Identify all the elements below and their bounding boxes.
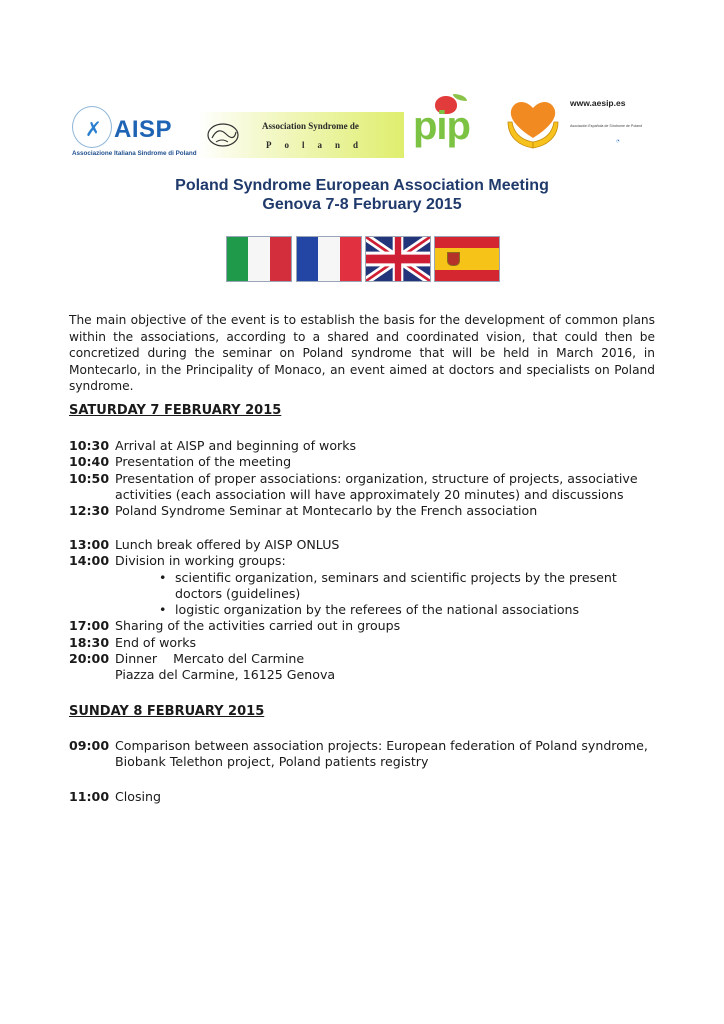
working-group-text: scientific organization, seminars and scientific projects by the present doctors (guidelines): [175, 569, 617, 601]
aesip-url: www.aesip.es: [570, 98, 626, 108]
schedule-desc: Dinner Mercato del Carmine: [115, 651, 305, 667]
heading-line-1: Poland Syndrome European Association Meeting: [175, 177, 549, 194]
saturday-afternoon-schedule: [69, 537, 659, 684]
schedule-desc: Poland Syndrome Seminar at Montecarlo by the French association: [115, 503, 538, 519]
schedule-time: 10:50: [69, 470, 110, 486]
aesip-subtitle: Asociación Española de Síndrome de Poland: [570, 124, 643, 128]
asp-poland: Poland: [266, 140, 372, 150]
saturday-title: SATURDAY 7 FEBRUARY 2015: [69, 403, 282, 418]
schedule-time: 20:00: [69, 651, 110, 667]
schedule-item: [69, 618, 659, 634]
schedule-desc: Sharing of the activities carried out in groups: [115, 618, 401, 634]
sunday-closing-schedule: [69, 789, 659, 805]
schedule-item: [69, 553, 659, 618]
schedule-item: [69, 503, 659, 519]
sunday-title: SUNDAY 8 FEBRUARY 2015: [69, 704, 265, 719]
heading-line-2: Genova 7-8 February 2015: [262, 196, 462, 213]
schedule-time: 12:30: [69, 503, 110, 519]
schedule-item: [69, 454, 659, 470]
spain-flag-icon: [434, 236, 500, 282]
pip-wordmark: pip: [413, 104, 470, 148]
schedule-item: [69, 635, 659, 651]
schedule-desc: Presentation of proper associations: organization, structure of projects, associative activities (each association will have approximately 20 minutes) and discussions: [115, 470, 638, 502]
schedule-time: 11:00: [69, 789, 110, 804]
logo-strip: [70, 92, 650, 158]
schedule-item: [69, 537, 659, 553]
schedule-time: 18:30: [69, 634, 110, 650]
schedule-time: 14:00: [69, 553, 110, 569]
schedule-desc: Presentation of the meeting: [115, 454, 292, 470]
small-emblem-icon: ◔: [616, 138, 620, 143]
schedule-desc: Division in working groups:: [115, 553, 286, 569]
association-syndrome-logo: [198, 112, 404, 158]
uk-flag-icon: [365, 236, 431, 282]
schedule-item: [69, 651, 659, 684]
schedule-item: [69, 438, 659, 454]
schedule-time: 17:00: [69, 618, 110, 634]
asp-title: Association Syndrome de: [262, 121, 359, 131]
schedule-time: 10:30: [69, 438, 110, 453]
working-group-text: logistic organization by the referees of the national associations: [175, 602, 580, 618]
pip-logo: [413, 96, 487, 156]
france-flag-icon: [296, 236, 362, 282]
bullet-icon: •: [159, 569, 167, 585]
meeting-heading: [0, 176, 724, 214]
list-item: [159, 602, 659, 618]
hand-swirl-icon: [206, 120, 240, 150]
schedule-item: [69, 471, 659, 504]
aisp-seal: [72, 106, 112, 148]
schedule-desc: Comparison between association projects: European federation of Poland syndrome, Biobank Telethon project, Poland patients registry: [115, 738, 648, 770]
schedule-time: 09:00: [69, 738, 110, 753]
schedule-desc: Arrival at AISP and beginning of works: [115, 438, 357, 453]
saturday-morning-schedule: [69, 438, 659, 519]
list-item: [159, 570, 659, 603]
schedule-time: 13:00: [69, 537, 110, 552]
intro-paragraph: The main objective of the event is to establish the basis for the development of common plans within the associations, according to a shared and coordinated vision, that could then be concretized during the seminar on Poland syndrome that will be held in March 2016, in Montecarlo, in the Principality of Monaco, an event aimed at doctors and specialists on Poland syndrome.: [69, 313, 655, 393]
aisp-subtitle: Associazione Italiana Sindrome di Poland: [72, 150, 197, 157]
schedule-desc: Closing: [115, 789, 162, 804]
heart-hands-icon: [504, 94, 562, 150]
schedule-item: [69, 738, 659, 771]
spain-coat-of-arms-icon: [447, 252, 460, 266]
schedule-time: 10:40: [69, 454, 110, 470]
schedule-desc: End of works: [115, 634, 197, 650]
sunday-morning-schedule: [69, 738, 659, 771]
schedule-item: [69, 789, 659, 805]
aisp-wordmark: AISP: [114, 116, 173, 143]
aesip-logo: [502, 92, 652, 156]
italy-flag-icon: [226, 236, 292, 282]
aisp-logo: [70, 106, 198, 156]
schedule-desc: Lunch break offered by AISP ONLUS: [115, 537, 340, 552]
dinner-venue-address: Piazza del Carmine, 16125 Genova: [115, 667, 336, 683]
bullet-icon: •: [159, 602, 167, 618]
working-groups-list: [115, 570, 659, 619]
person-icon: ✗: [85, 117, 102, 141]
